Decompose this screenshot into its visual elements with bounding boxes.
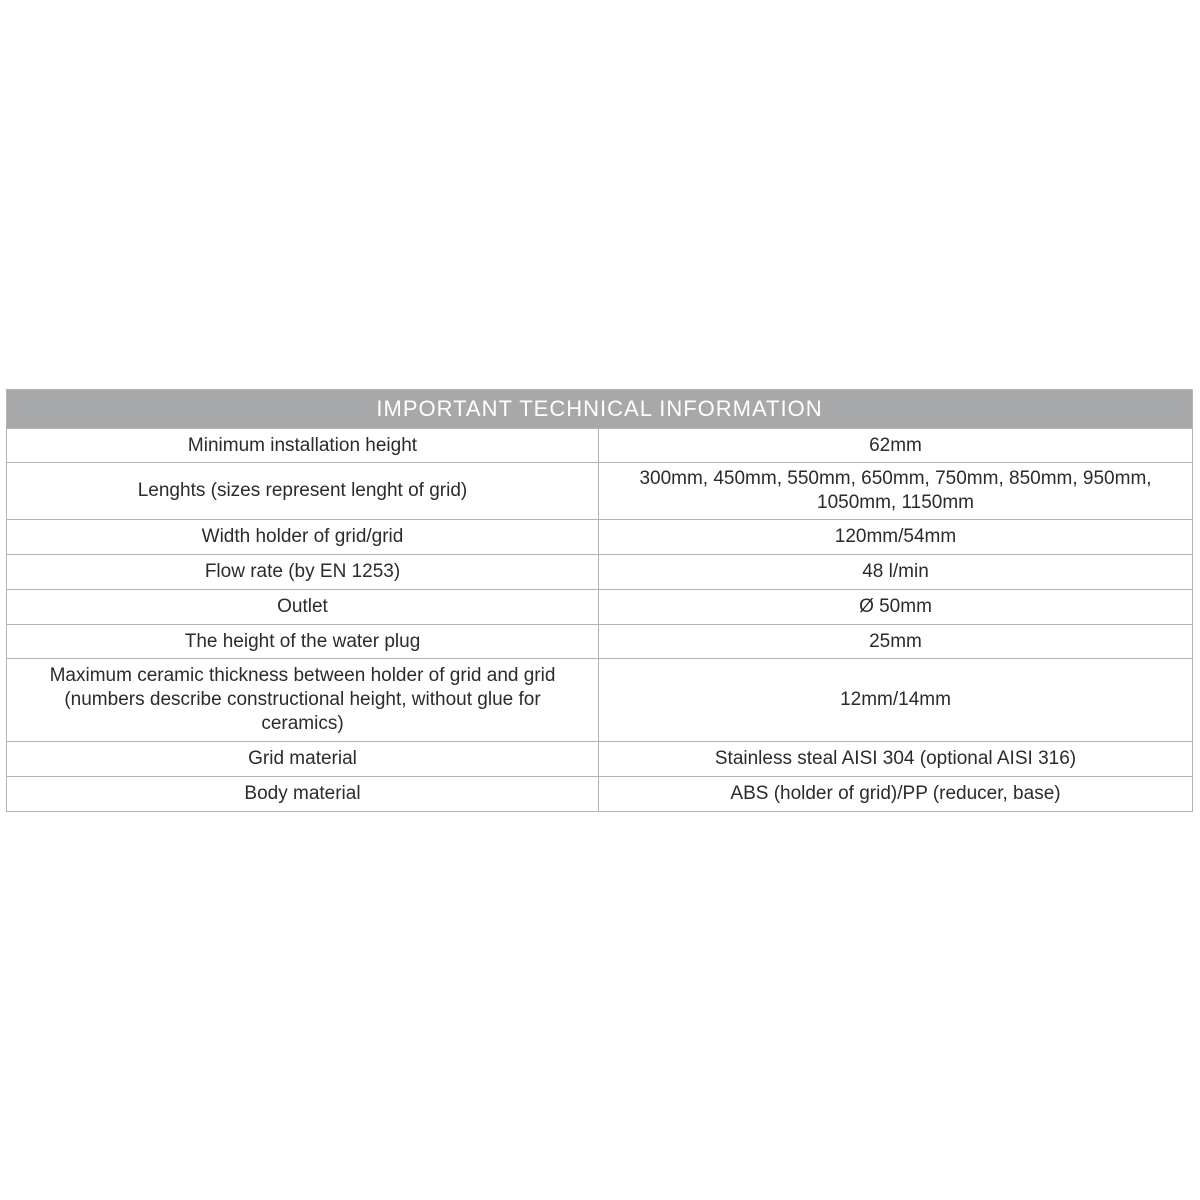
spec-value: 12mm/14mm bbox=[599, 659, 1193, 742]
table-row bbox=[7, 555, 1193, 590]
spec-label: Grid material bbox=[7, 742, 599, 777]
spec-label: Flow rate (by EN 1253) bbox=[7, 555, 599, 590]
table-row bbox=[7, 625, 1193, 659]
table-row bbox=[7, 742, 1193, 777]
spec-label: Width holder of grid/grid bbox=[7, 520, 599, 555]
spec-value: 120mm/54mm bbox=[599, 520, 1193, 555]
spec-value: 62mm bbox=[599, 429, 1193, 463]
spec-label: Lenghts (sizes represent lenght of grid) bbox=[7, 463, 599, 520]
spec-label: The height of the water plug bbox=[7, 625, 599, 659]
spec-value: Ø 50mm bbox=[599, 590, 1193, 625]
table-row bbox=[7, 777, 1193, 812]
table-row bbox=[7, 659, 1193, 742]
table-row bbox=[7, 429, 1193, 463]
spec-label: Minimum installation height bbox=[7, 429, 599, 463]
spec-value: Stainless steal AISI 304 (optional AISI 316) bbox=[599, 742, 1193, 777]
spec-value: 48 l/min bbox=[599, 555, 1193, 590]
spec-label: Outlet bbox=[7, 590, 599, 625]
spec-value: 300mm, 450mm, 550mm, 650mm, 750mm, 850mm, 950mm, 1050mm, 1150mm bbox=[599, 463, 1193, 520]
spec-value: 25mm bbox=[599, 625, 1193, 659]
spec-label: Maximum ceramic thickness between holder of grid and grid (numbers describe constructional height, without glue for ceramics) bbox=[7, 659, 599, 742]
table-title: IMPORTANT TECHNICAL INFORMATION bbox=[7, 390, 1193, 429]
table-row bbox=[7, 520, 1193, 555]
technical-info-table bbox=[6, 389, 1193, 812]
table-row bbox=[7, 590, 1193, 625]
spec-value: ABS (holder of grid)/PP (reducer, base) bbox=[599, 777, 1193, 812]
table-header-row bbox=[7, 390, 1193, 429]
spec-label: Body material bbox=[7, 777, 599, 812]
table-row bbox=[7, 463, 1193, 520]
